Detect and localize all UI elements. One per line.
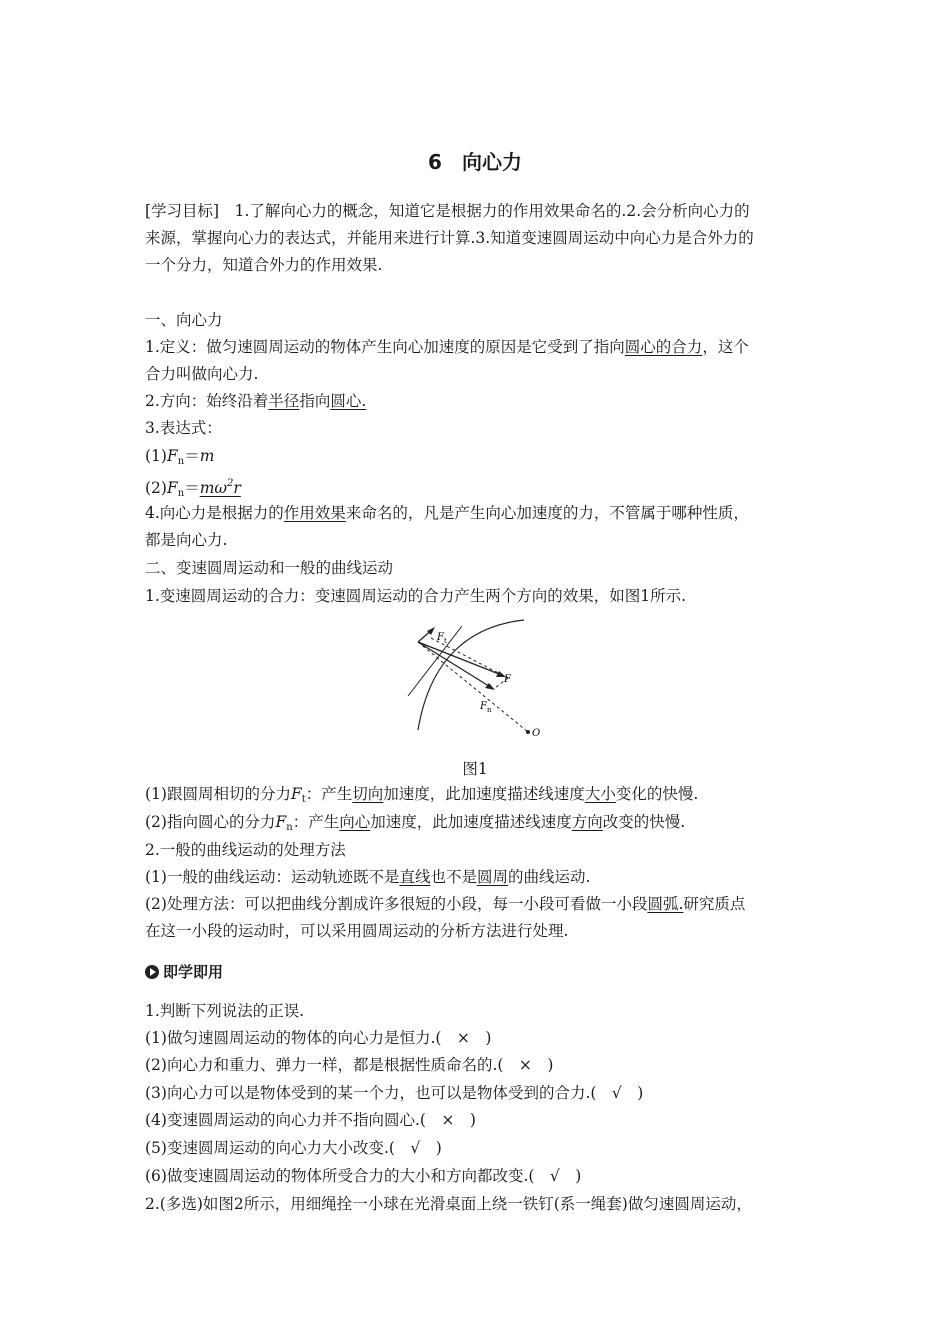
underlined-answer: $m\omega^2r$ (199, 478, 241, 497)
definition-line: 1.定义：做匀速圆周运动的物体产生向心加速度的原因是它受到了指向圆心的合力，这个 (145, 338, 749, 356)
underlined-answer: 向心 (339, 813, 371, 831)
judge-item: (1)做匀速圆周运动的物体的向心力是恒力.( × ) (145, 1029, 492, 1047)
section-heading-2: 二、变速圆周运动和一般的曲线运动 (145, 559, 394, 577)
underlined-answer: 切向 (352, 785, 384, 803)
expression-heading: 3.表达式： (145, 419, 222, 437)
general-curve-line: (1)一般的曲线运动：运动轨迹既不是直线也不是圆周的曲线运动. (145, 868, 591, 886)
section-heading-1: 一、向心力 (145, 311, 223, 329)
label-O: O (532, 728, 541, 739)
underlined-answer: 方向 (571, 813, 603, 831)
page-title: 6 向心力 (428, 150, 522, 174)
underlined-answer: 圆心的合力 (624, 338, 703, 356)
force-Fn-arrow (418, 642, 492, 688)
label-Fn: $F_n$ (480, 701, 492, 714)
method-line: (2)处理方法：可以把曲线分割成许多很短的小段，每一小段可看做一小段圆弧.研究质点 (145, 895, 746, 913)
label-Ft: $F_t$ (437, 632, 447, 645)
underlined-answer: 圆周 (477, 868, 509, 886)
judge-item: (2)向心力和重力、弹力一样，都是根据性质命名的.( × ) (145, 1056, 554, 1074)
direction-line: 2.方向：始终沿着半径指向圆心. (145, 392, 367, 410)
objectives-line-3: 一个分力，知道合外力的作用效果. (145, 256, 383, 274)
label-F: F (504, 674, 511, 685)
part2-point-2: 2.一般的曲线运动的处理方法 (145, 841, 346, 859)
point-4-line-2: 都是向心力. (145, 531, 228, 549)
tangent-line (408, 626, 462, 696)
objectives-line-2: 来源，掌握向心力的表达式，并能用来进行计算.3.知道变速圆周运动中向心力是合外力的 (145, 229, 754, 247)
question-2: 2.(多选)如图2所示，用细绳拴一小球在光滑桌面上绕一铁钉(系一绳套)做匀速圆周运动， (145, 1195, 752, 1213)
question-1: 1.判断下列说法的正误. (145, 1002, 305, 1020)
judge-item: (3)向心力可以是物体受到的某一个力，也可以是物体受到的合力.( √ ) (145, 1084, 644, 1102)
underlined-answer: 大小 (584, 785, 616, 803)
practice-heading: 即学即用 (145, 962, 223, 982)
part2-point-1: 1.变速圆周运动的合力：变速圆周运动的合力产生两个方向的效果，如图1所示. (145, 587, 687, 605)
definition-line-2: 合力叫做向心力. (145, 365, 259, 383)
center-point-O (526, 730, 530, 734)
underlined-answer: 直线 (399, 868, 431, 886)
objectives-label: [学习目标] (145, 202, 220, 220)
figure-caption: 图1 (462, 760, 488, 778)
underlined-answer: 圆心. (330, 392, 367, 410)
point-4-line: 4.向心力是根据力的作用效果来命名的，凡是产生向心加速度的力，不管属于哪种性质， (145, 504, 749, 522)
normal-component-line: (2)指向圆心的分力$F_n$：产生向心加速度，此加速度描述线速度方向改变的快慢. (145, 813, 686, 833)
formula-1: $(1)F_n=m$ (145, 447, 215, 467)
judge-item: (4)变速圆周运动的向心力并不指向圆心.( × ) (145, 1111, 476, 1129)
radius-dashed-line (418, 642, 528, 732)
formula-2: $(2)F_n=m\omega^2r$ (145, 478, 241, 499)
judge-item: (6)做变速圆周运动的物体所受合力的大小和方向都改变.( √ ) (145, 1167, 582, 1185)
force-F-arrow (418, 642, 504, 676)
objectives-line-1: [学习目标] 1.了解向心力的概念，知道它是根据力的作用效果命名的.2.会分析向心力的 (145, 202, 750, 220)
underlined-answer: 半径 (268, 392, 300, 410)
tangential-component-line: (1)跟圆周相切的分力$F_t$：产生切向加速度，此加速度描述线速度大小变化的快慢. (145, 785, 699, 805)
judge-item: (5)变速圆周运动的向心力大小改变.( √ ) (145, 1139, 442, 1157)
underlined-answer: 作用效果 (283, 504, 346, 522)
underlined-answer: 圆弧. (647, 895, 684, 913)
figure-1-force-diagram (400, 618, 541, 743)
play-circle-icon (145, 965, 159, 979)
method-line-2: 在这一小段的运动时，可以采用圆周运动的分析方法进行处理. (145, 922, 569, 940)
